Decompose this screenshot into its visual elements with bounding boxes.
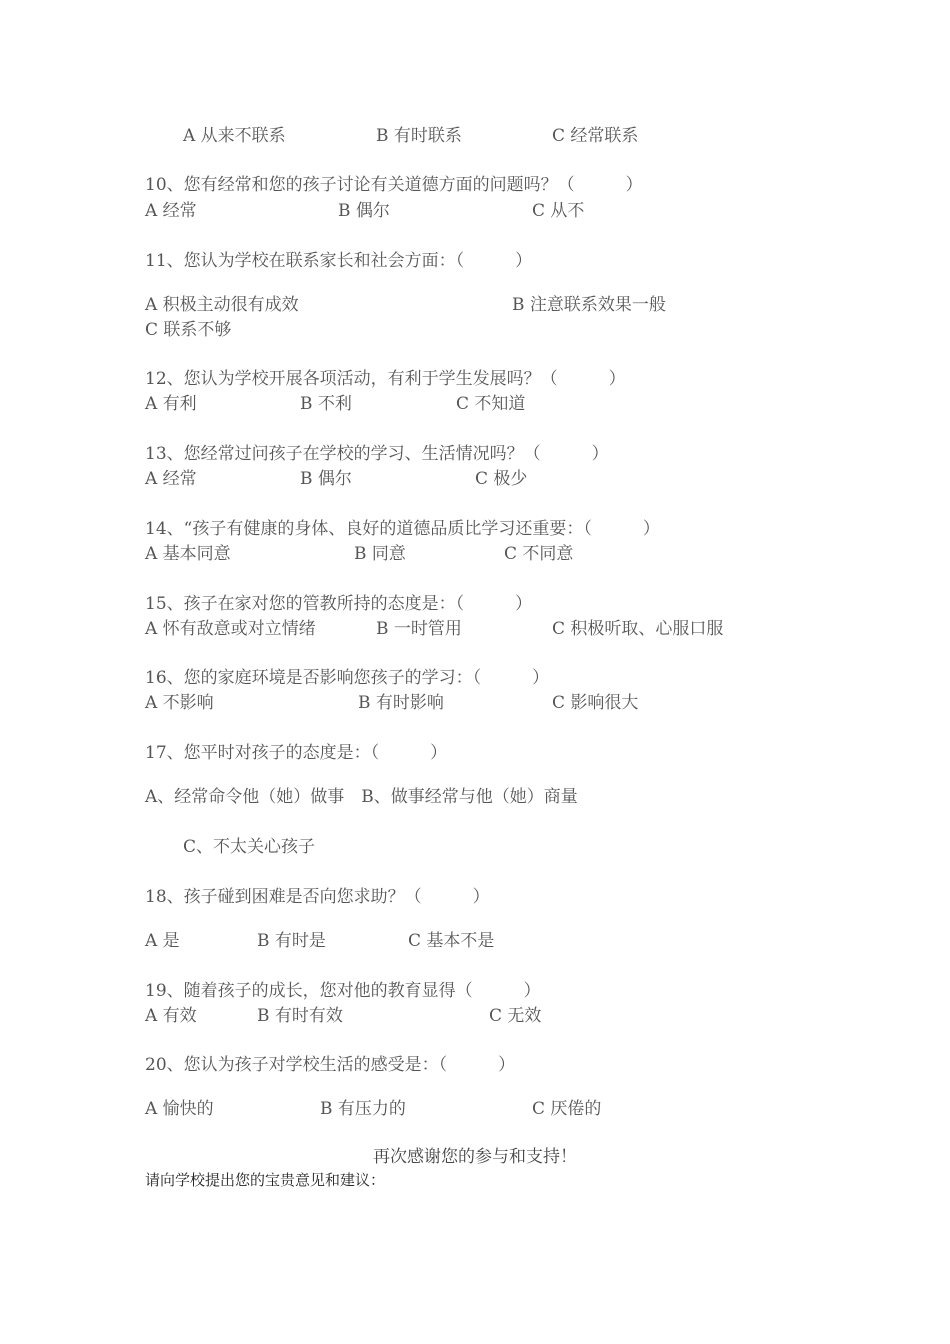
q18-option-c: C 基本不是 xyxy=(408,931,495,951)
q19-text: 19、随着孩子的成长，您对他的教育显得（ ） xyxy=(145,981,541,1001)
q10-text: 10、您有经常和您的孩子讨论有关道德方面的问题吗？（ ） xyxy=(145,175,643,195)
q12-text: 12、您认为学校开展各项活动，有利于学生发展吗？（ ） xyxy=(145,369,626,389)
q18-option-b: B 有时是 xyxy=(257,931,326,951)
q11-option-a: A 积极主动很有成效 xyxy=(145,295,299,315)
q18-text: 18、孩子碰到困难是否向您求助？（ ） xyxy=(145,887,490,907)
q14-option-c: C 不同意 xyxy=(504,544,574,564)
q19-option-b: B 有时有效 xyxy=(257,1006,343,1026)
q17-option-c: C、不太关心孩子 xyxy=(183,837,316,857)
q9-option-a: A 从来不联系 xyxy=(183,126,286,146)
q16-option-c: C 影响很大 xyxy=(552,693,639,713)
q11-option-b: B 注意联系效果一般 xyxy=(512,295,666,315)
q12-option-c: C 不知道 xyxy=(456,394,526,414)
q20-option-b: B 有压力的 xyxy=(320,1099,406,1119)
q20-text: 20、您认为孩子对学校生活的感受是：（ ） xyxy=(145,1055,516,1075)
q14-option-a: A 基本同意 xyxy=(145,544,231,564)
q16-option-b: B 有时影响 xyxy=(358,693,444,713)
q15-text: 15、孩子在家对您的管教所持的态度是：（ ） xyxy=(145,594,533,614)
q17-options-ab: A、经常命令他（她）做事 B、做事经常与他（她）商量 xyxy=(145,787,578,807)
advice-prompt: 请向学校提出您的宝贵意见和建议： xyxy=(145,1171,386,1189)
q18-option-a: A 是 xyxy=(145,931,180,951)
q13-text: 13、您经常过问孩子在学校的学习、生活情况吗？（ ） xyxy=(145,444,609,464)
q14-option-b: B 同意 xyxy=(354,544,406,564)
q16-text: 16、您的家庭环境是否影响您孩子的学习：（ ） xyxy=(145,668,550,688)
q19-option-a: A 有效 xyxy=(145,1006,197,1026)
q10-option-b: B 偶尔 xyxy=(338,201,390,221)
q11-option-c: C 联系不够 xyxy=(145,320,232,340)
q13-option-b: B 偶尔 xyxy=(300,469,352,489)
q19-option-c: C 无效 xyxy=(489,1006,542,1026)
q12-option-a: A 有利 xyxy=(145,394,197,414)
q15-option-c: C 积极听取、心服口服 xyxy=(552,619,724,639)
q20-option-a: A 愉快的 xyxy=(145,1099,214,1119)
q9-option-b: B 有时联系 xyxy=(376,126,462,146)
q16-option-a: A 不影响 xyxy=(145,693,214,713)
q17-text: 17、您平时对孩子的态度是：（ ） xyxy=(145,743,448,763)
q20-option-c: C 厌倦的 xyxy=(532,1099,602,1119)
q10-option-c: C 从不 xyxy=(532,201,585,221)
q15-option-b: B 一时管用 xyxy=(376,619,462,639)
q13-option-c: C 极少 xyxy=(475,469,528,489)
q12-option-b: B 不利 xyxy=(300,394,352,414)
q11-text: 11、您认为学校在联系家长和社会方面：（ ） xyxy=(145,251,533,271)
q10-option-a: A 经常 xyxy=(145,201,197,221)
q13-option-a: A 经常 xyxy=(145,469,197,489)
q15-option-a: A 怀有敌意或对立情绪 xyxy=(145,619,316,639)
q9-option-c: C 经常联系 xyxy=(552,126,639,146)
q14-text: 14、“孩子有健康的身体、良好的道德品质比学习还重要：（ ） xyxy=(145,519,660,539)
thanks-message: 再次感谢您的参与和支持！ xyxy=(373,1147,577,1167)
